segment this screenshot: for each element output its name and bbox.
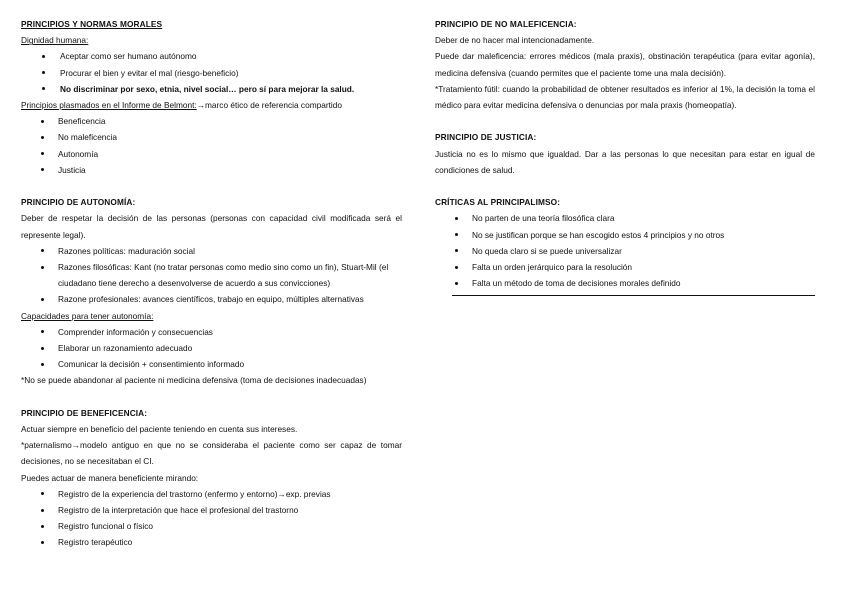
list-item: Autonomía xyxy=(21,146,402,162)
justicia-text: Justicia no es lo mismo que igualdad. Dar a las personas lo que necesitan para estar en igual de condiciones de salud. xyxy=(435,148,815,175)
list-item: No discriminar por sexo, etnia, nivel social… pero sí para mejorar la salud. xyxy=(21,81,402,97)
belmont-suffix: →marco ético de referencia compartido xyxy=(196,100,342,111)
list-item: Razones filosóficas: Kant (no tratar personas como medio sino como un fin), Stuart-Mil (el ciudadano tiene derecho a desenvolverse de acuerdo a sus convicciones) xyxy=(21,259,402,291)
list-item: Registro funcional o físico xyxy=(21,518,402,534)
autonomia-intro: Deber de respetar la decisión de las personas (personas con capacidad civil modificada será el represente legal). xyxy=(21,213,402,240)
list-item: Comprender información y consecuencias xyxy=(21,324,402,340)
belmont-list xyxy=(21,113,402,178)
beneficencia-list xyxy=(21,486,402,551)
autonomia-note: *No se puede abandonar al paciente ni medicina defensiva (toma de decisiones inadecuadas) xyxy=(21,375,367,386)
list-item: No se justifican porque se han escogido estos 4 principios y no otros xyxy=(435,227,815,243)
dignidad-list xyxy=(21,48,402,97)
spacer xyxy=(21,389,402,405)
list-item: No parten de una teoría filosófica clara xyxy=(435,210,815,226)
no-maleficencia-line1: Deber de no hacer mal intencionadamente. xyxy=(435,35,595,46)
list-item: Comunicar la decisión + consentimiento informado xyxy=(21,356,402,372)
spacer xyxy=(435,178,815,194)
list-item: Beneficencia xyxy=(21,113,402,129)
capacidades-label: Capacidades para tener autonomía: xyxy=(21,310,154,321)
list-item: Justicia xyxy=(21,162,402,178)
list-item: Razone profesionales: avances científicos, trabajo en equipo, múltiples alternativas xyxy=(21,291,402,307)
beneficencia-puedes: Puedes actuar de manera beneficiente mirando: xyxy=(21,472,199,483)
list-item: Aceptar como ser humano autónomo xyxy=(21,48,402,64)
no-maleficencia-line2: Puede dar maleficencia: errores médicos (mala praxis), obstinación terapéutica (para evitar agonía), medicina defensiva (cuando permites que el paciente tome una mala decisión). xyxy=(435,51,815,78)
right-column xyxy=(435,16,815,296)
heading-beneficencia: PRINCIPIO DE BENEFICENCIA: xyxy=(21,407,148,418)
dignidad-label: Dignidad humana: xyxy=(21,35,89,46)
heading-no-maleficencia: PRINCIPIO DE NO MALEFICENCIA: xyxy=(435,19,577,29)
heading-principios-morales: PRINCIPIOS Y NORMAS MORALES xyxy=(21,19,163,29)
list-item: Registro de la interpretación que hace el profesional del trastorno xyxy=(21,502,402,518)
list-item: No maleficencia xyxy=(21,129,402,145)
criticas-list xyxy=(435,210,815,291)
no-maleficencia-line3: *Tratamiento fútil: cuando la probabilidad de obtener resultados es inferior al 1%, la decisión la toma el médico para evitar medicina defensiva o denuncias por mala praxis (homeopatía). xyxy=(435,83,815,111)
list-item: Falta un orden jerárquico para la resolución xyxy=(435,259,815,275)
list-item: Razones políticas: maduración social xyxy=(21,243,402,259)
heading-criticas: CRÍTICAS AL PRINCIPALIMSO: xyxy=(435,197,561,208)
list-item: No queda claro si se puede universalizar xyxy=(435,243,815,259)
belmont-label: Principios plasmados en el Informe de Belmont: xyxy=(21,100,197,111)
list-item: Elaborar un razonamiento adecuado xyxy=(21,340,402,356)
horizontal-rule xyxy=(452,295,815,296)
list-item: Procurar el bien y evitar el mal (riesgo-beneficio) xyxy=(21,65,402,81)
list-item: Registro de la experiencia del trastorno (enfermo y entorno)→exp. previas xyxy=(21,486,402,502)
heading-justicia: PRINCIPIO DE JUSTICIA: xyxy=(435,132,537,143)
belmont-line xyxy=(21,97,402,113)
capacidades-list xyxy=(21,324,402,373)
list-item: Registro terapéutico xyxy=(21,534,402,550)
list-item: Falta un método de toma de decisiones morales definido xyxy=(435,275,815,291)
beneficencia-intro: Actuar siempre en beneficio del paciente teniendo en cuenta sus intereses. xyxy=(21,424,298,435)
paternalismo-note: *paternalismo→modelo antiguo en que no se consideraba el paciente como ser capaz de tomar decisiones, no se necesitaban el CI. xyxy=(21,440,402,467)
spacer xyxy=(435,113,815,129)
razones-list xyxy=(21,243,402,308)
heading-autonomia: PRINCIPIO DE AUTONOMÍA: xyxy=(21,197,136,208)
left-column xyxy=(21,16,402,551)
spacer xyxy=(21,178,402,194)
